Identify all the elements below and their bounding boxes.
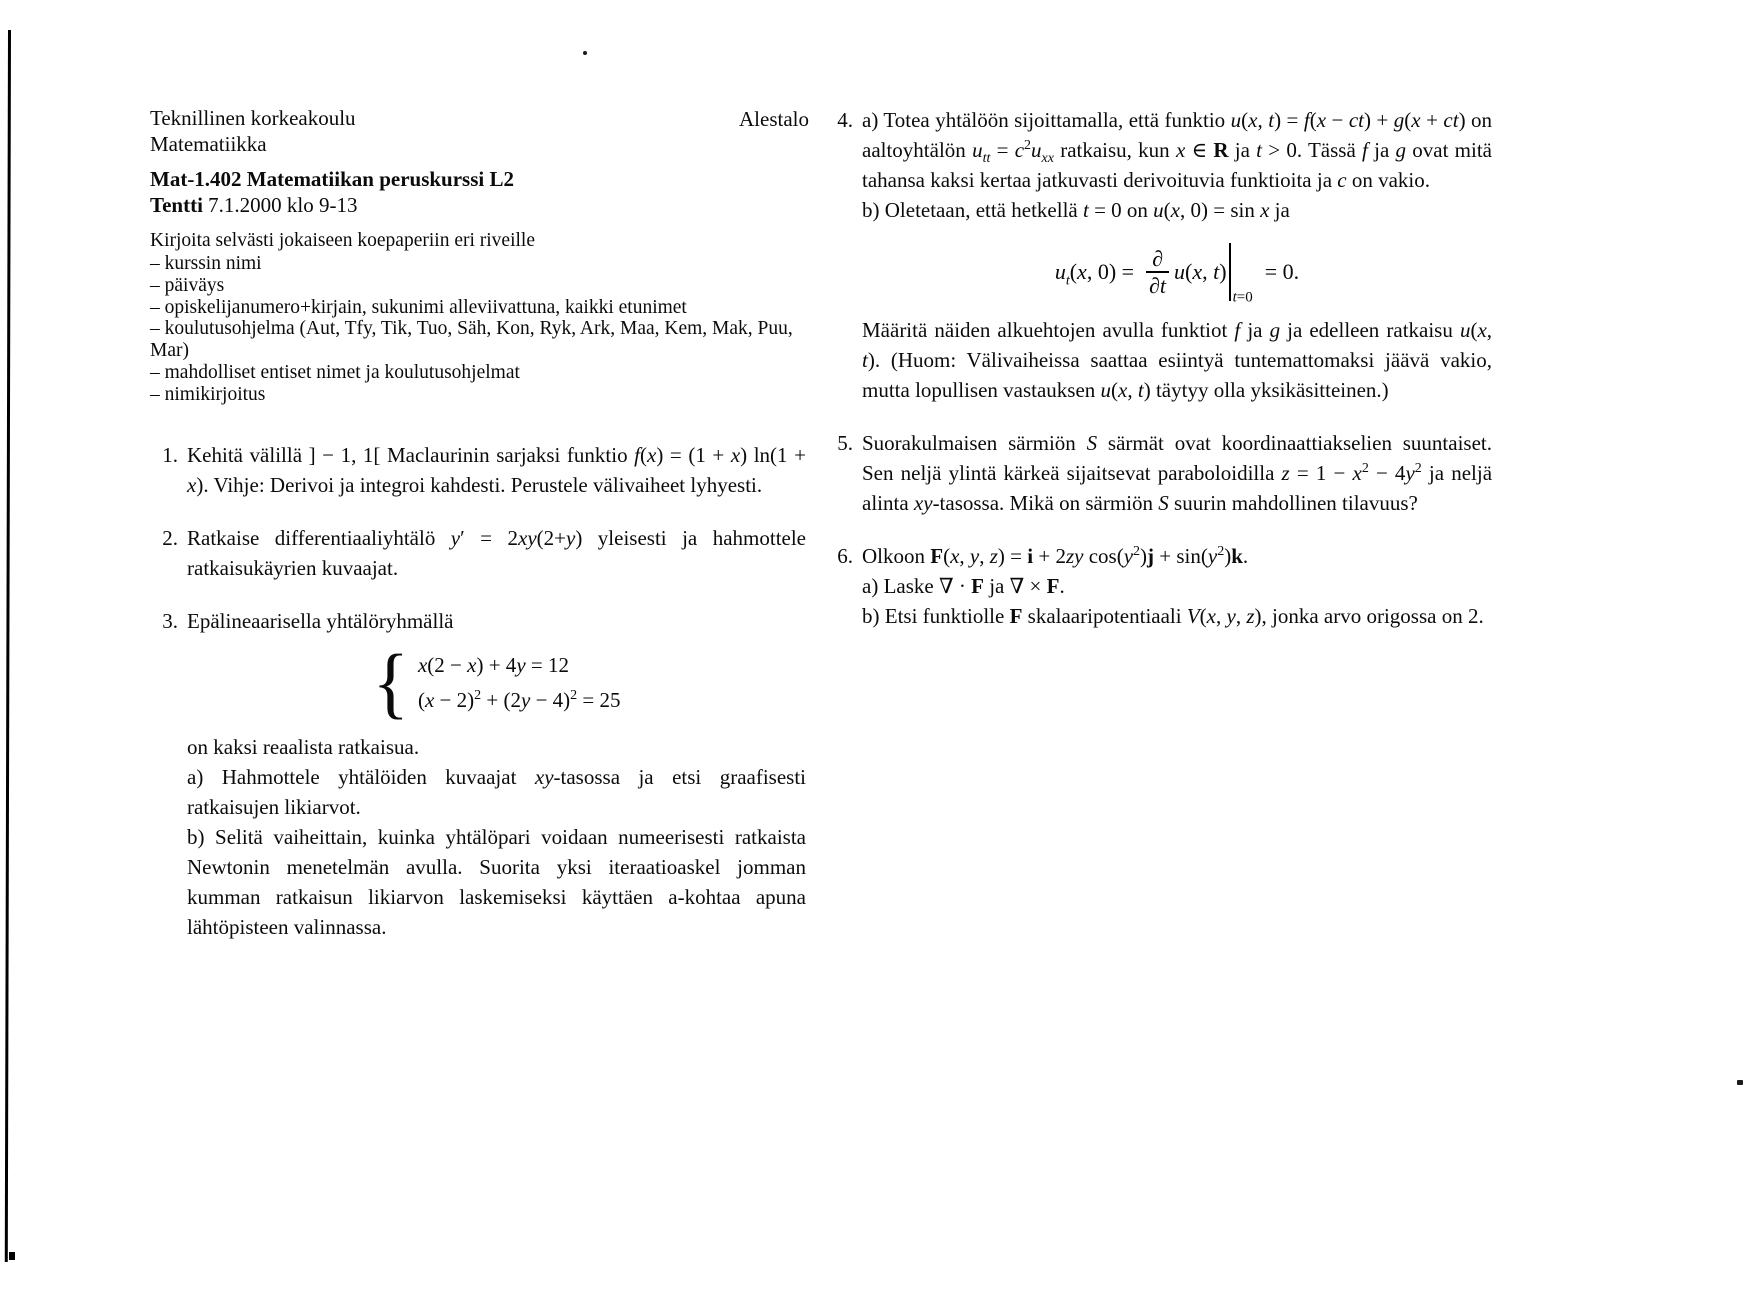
exam-label: Tentti <box>150 193 203 217</box>
display-equation <box>862 243 1492 306</box>
scan-speck <box>1737 1080 1743 1085</box>
problem-part-a: a) Laske ∇ · F ja ∇ × F. <box>862 574 1065 598</box>
instructions-intro: Kirjoita selvästi jokaiseen koepaperiin eri riveille <box>150 230 535 251</box>
problem-body <box>862 541 1492 631</box>
equation-rhs: = 0. <box>1264 259 1300 284</box>
author-name: Alestalo <box>739 107 809 131</box>
course-title: Mat-1.402 Matematiikan peruskurssi L2 <box>150 167 514 191</box>
evaluation-bar <box>1229 243 1253 306</box>
system-equations <box>418 650 621 715</box>
fraction <box>1146 246 1169 299</box>
problem-number: 3. <box>162 608 178 633</box>
instruction-item: – nimikirjoitus <box>150 383 266 405</box>
problem-part-a: a) Totea yhtälöön sijoittamalla, että funktio u(x, t) = f(x − ct) + g(x + ct) on aaltoyhtälön $u_{tt} = c^2u_{xx}$ ratkaisu, kun x ∈ R ja t > 0. Tässä f ja g ovat mitä tahansa kaksi kertaa jatkuvasti derivoituvia funktioita ja c on vakio. <box>862 108 1493 192</box>
problem-body <box>187 523 806 583</box>
fraction-numerator: ∂ <box>1152 245 1163 271</box>
header-institution: Teknillinen korkeakoulu <box>150 106 356 130</box>
instruction-item: – koulutusohjelma (Aut, Tfy, Tik, Tuo, Säh, Kon, Ryk, Ark, Maa, Kem, Mak, Puu, Mar) <box>150 318 793 362</box>
problem-text: Epälineaarisella yhtälöryhmällä <box>187 608 454 633</box>
problem-part-a: a) Hahmottele yhtälöiden kuvaajat xy-tasossa ja etsi graafisesti ratkaisujen likiarvot. <box>187 764 806 819</box>
problem-text: Määritä näiden alkuehtojen avulla funktiot f ja g ja edelleen ratkaisu u(x, t). (Huom: Välivaiheissa saattaa esiintyä tuntemattomaksi jäävä vakio, mutta lopullisen vastauksen u(x, t) täytyy olla yksikäsitteinen.) <box>862 318 1493 402</box>
problem-text: Olkoon F(x, y, z) = i + 2zy $\cos(y^2)j + \sin(y^2)k$. <box>862 544 1249 568</box>
problem-number: 6. <box>837 544 853 568</box>
problem-text: Kehitä välillä ] − 1, 1[ Maclaurinin sarjaksi funktio f(x) = (1 + x) ln(1 + x). Vihje: Derivoi ja integroi kahdesti. Perustele välivaiheet lyhyesti. <box>187 442 806 497</box>
problem-item-3 <box>150 606 806 942</box>
problem-item-5 <box>830 428 1492 518</box>
left-column <box>150 105 806 942</box>
problem-item-2 <box>150 523 806 583</box>
problem-item-1 <box>150 440 806 500</box>
equation-line: $(x - 2)^2 + (2y - 4)^2 = 25$ <box>417 688 621 713</box>
equation-system <box>187 638 806 727</box>
problem-number: 2. <box>162 525 178 550</box>
problem-part-b: b) Etsi funktiolle F skalaaripotentiaali V(x, y, z), jonka arvo origossa on 2. <box>862 604 1484 628</box>
problem-text: on kaksi reaalista ratkaisua. <box>187 734 420 759</box>
exam-date-line <box>150 192 806 218</box>
vertical-bar <box>1229 243 1231 301</box>
problem-part-b: b) Selitä vaiheittain, kuinka yhtälöpari voidaan numeerisesti ratkaista Newtonin menetelmän avulla. Suorita yksi iteraatioaskel jomman kumman ratkaisun likiarvon laskemiseksi käyttäen a-kohtaa apuna lähtöpisteen valinnassa. <box>187 824 806 939</box>
problem-number: 1. <box>162 442 178 467</box>
problem-number: 5. <box>837 431 853 455</box>
instruction-item: – päiväys <box>150 274 225 296</box>
problem-part-b: b) Oletetaan, että hetkellä t = 0 on u(x, 0) = sin x ja <box>862 198 1290 222</box>
right-column <box>830 105 1492 631</box>
problem-text: Ratkaise differentiaaliyhtälö y′ = 2xy(2+y) yleisesti ja hahmottele ratkaisukäyrien kuvaajat. <box>187 525 807 580</box>
instruction-item: – kurssin nimi <box>150 253 262 274</box>
problem-text: Suorakulmaisen särmiön S särmät ovat koordinaattiakselien suuntaiset. Sen neljä ylintä kärkeä sijaitsevat paraboloidilla $z = 1 - x^2 - 4y^2$ ja neljä alinta xy-tasossa. Mikä on särmiön S suurin mahdollinen tilavuus? <box>862 431 1493 515</box>
scanner-edge-line-foot <box>9 1252 15 1260</box>
scanner-edge-line <box>5 30 11 1262</box>
problem-item-4 <box>830 105 1492 405</box>
problem-body <box>862 428 1492 518</box>
problem-body <box>862 105 1492 405</box>
exam-datetime: 7.1.2000 klo 9-13 <box>208 193 358 217</box>
problem-item-6 <box>830 541 1492 631</box>
problem-body <box>187 440 806 500</box>
equation-line: x(2 − x) + 4y = 12 <box>417 653 569 678</box>
instruction-item: – opiskelijanumero+kirjain, sukunimi alleviivattuna, kaikki etunimet <box>150 296 687 318</box>
problem-list-left <box>150 440 806 942</box>
evaluation-subscript: t=0 <box>1232 289 1253 306</box>
problem-number: 4. <box>837 108 853 132</box>
header-department: Matematiikka <box>150 132 267 156</box>
problem-body <box>187 606 806 942</box>
curly-brace: { <box>372 638 409 727</box>
equation-body: u(x, t) <box>1174 259 1227 284</box>
equation-lhs: $u_t(x$, 0) = <box>1054 259 1135 289</box>
scan-speck <box>583 51 587 55</box>
fraction-denominator: ∂t <box>1146 271 1169 298</box>
instruction-item: – mahdolliset entiset nimet ja koulutusohjelmat <box>150 361 520 383</box>
